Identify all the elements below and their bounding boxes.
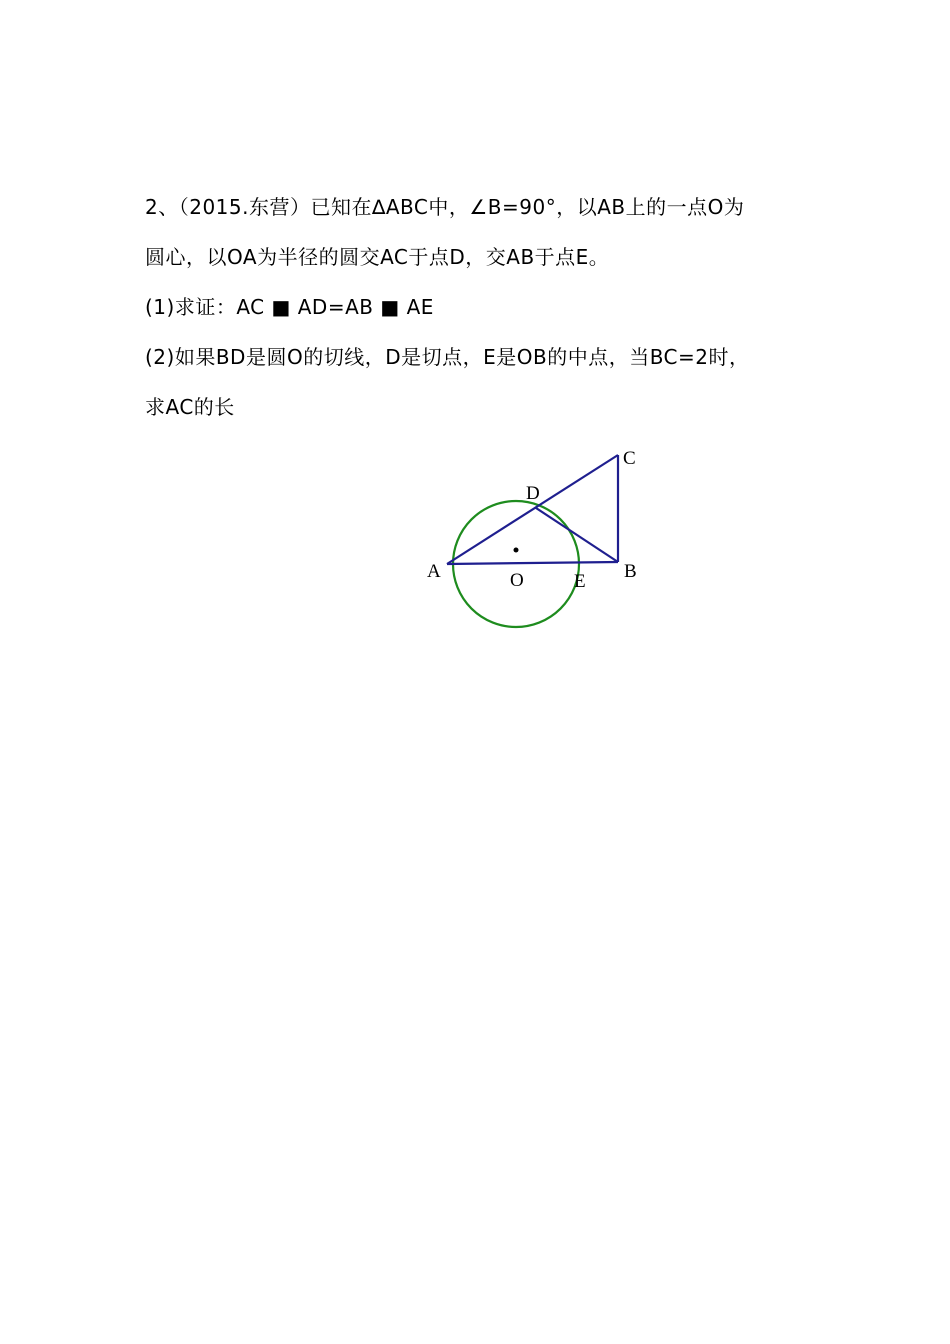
label-a: A bbox=[427, 561, 441, 582]
label-o: O bbox=[510, 570, 524, 591]
label-b: B bbox=[624, 561, 637, 582]
segment-ac bbox=[447, 455, 618, 564]
geometry-figure bbox=[410, 440, 650, 640]
label-d: D bbox=[526, 483, 540, 504]
label-e: E bbox=[574, 571, 586, 592]
problem-line-1: 2、（2015.东营）已知在∆ABC中，∠B=90°，以AB上的一点O为 bbox=[145, 195, 745, 219]
problem-part-1: (1)求证：AC ■ AD=AB ■ AE bbox=[145, 295, 434, 319]
problem-part-2: (2)如果BD是圆O的切线，D是切点，E是OB的中点，当BC=2时， bbox=[145, 345, 750, 369]
label-c: C bbox=[623, 448, 636, 469]
center-o-dot bbox=[514, 548, 519, 553]
segment-ab bbox=[447, 562, 618, 564]
segment-bd bbox=[536, 508, 618, 562]
geometry-diagram bbox=[410, 440, 650, 640]
problem-line-2: 圆心，以OA为半径的圆交AC于点D，交AB于点E。 bbox=[145, 245, 610, 269]
problem-text bbox=[145, 182, 825, 432]
problem-part-2-continued: 求AC的长 bbox=[145, 395, 235, 419]
